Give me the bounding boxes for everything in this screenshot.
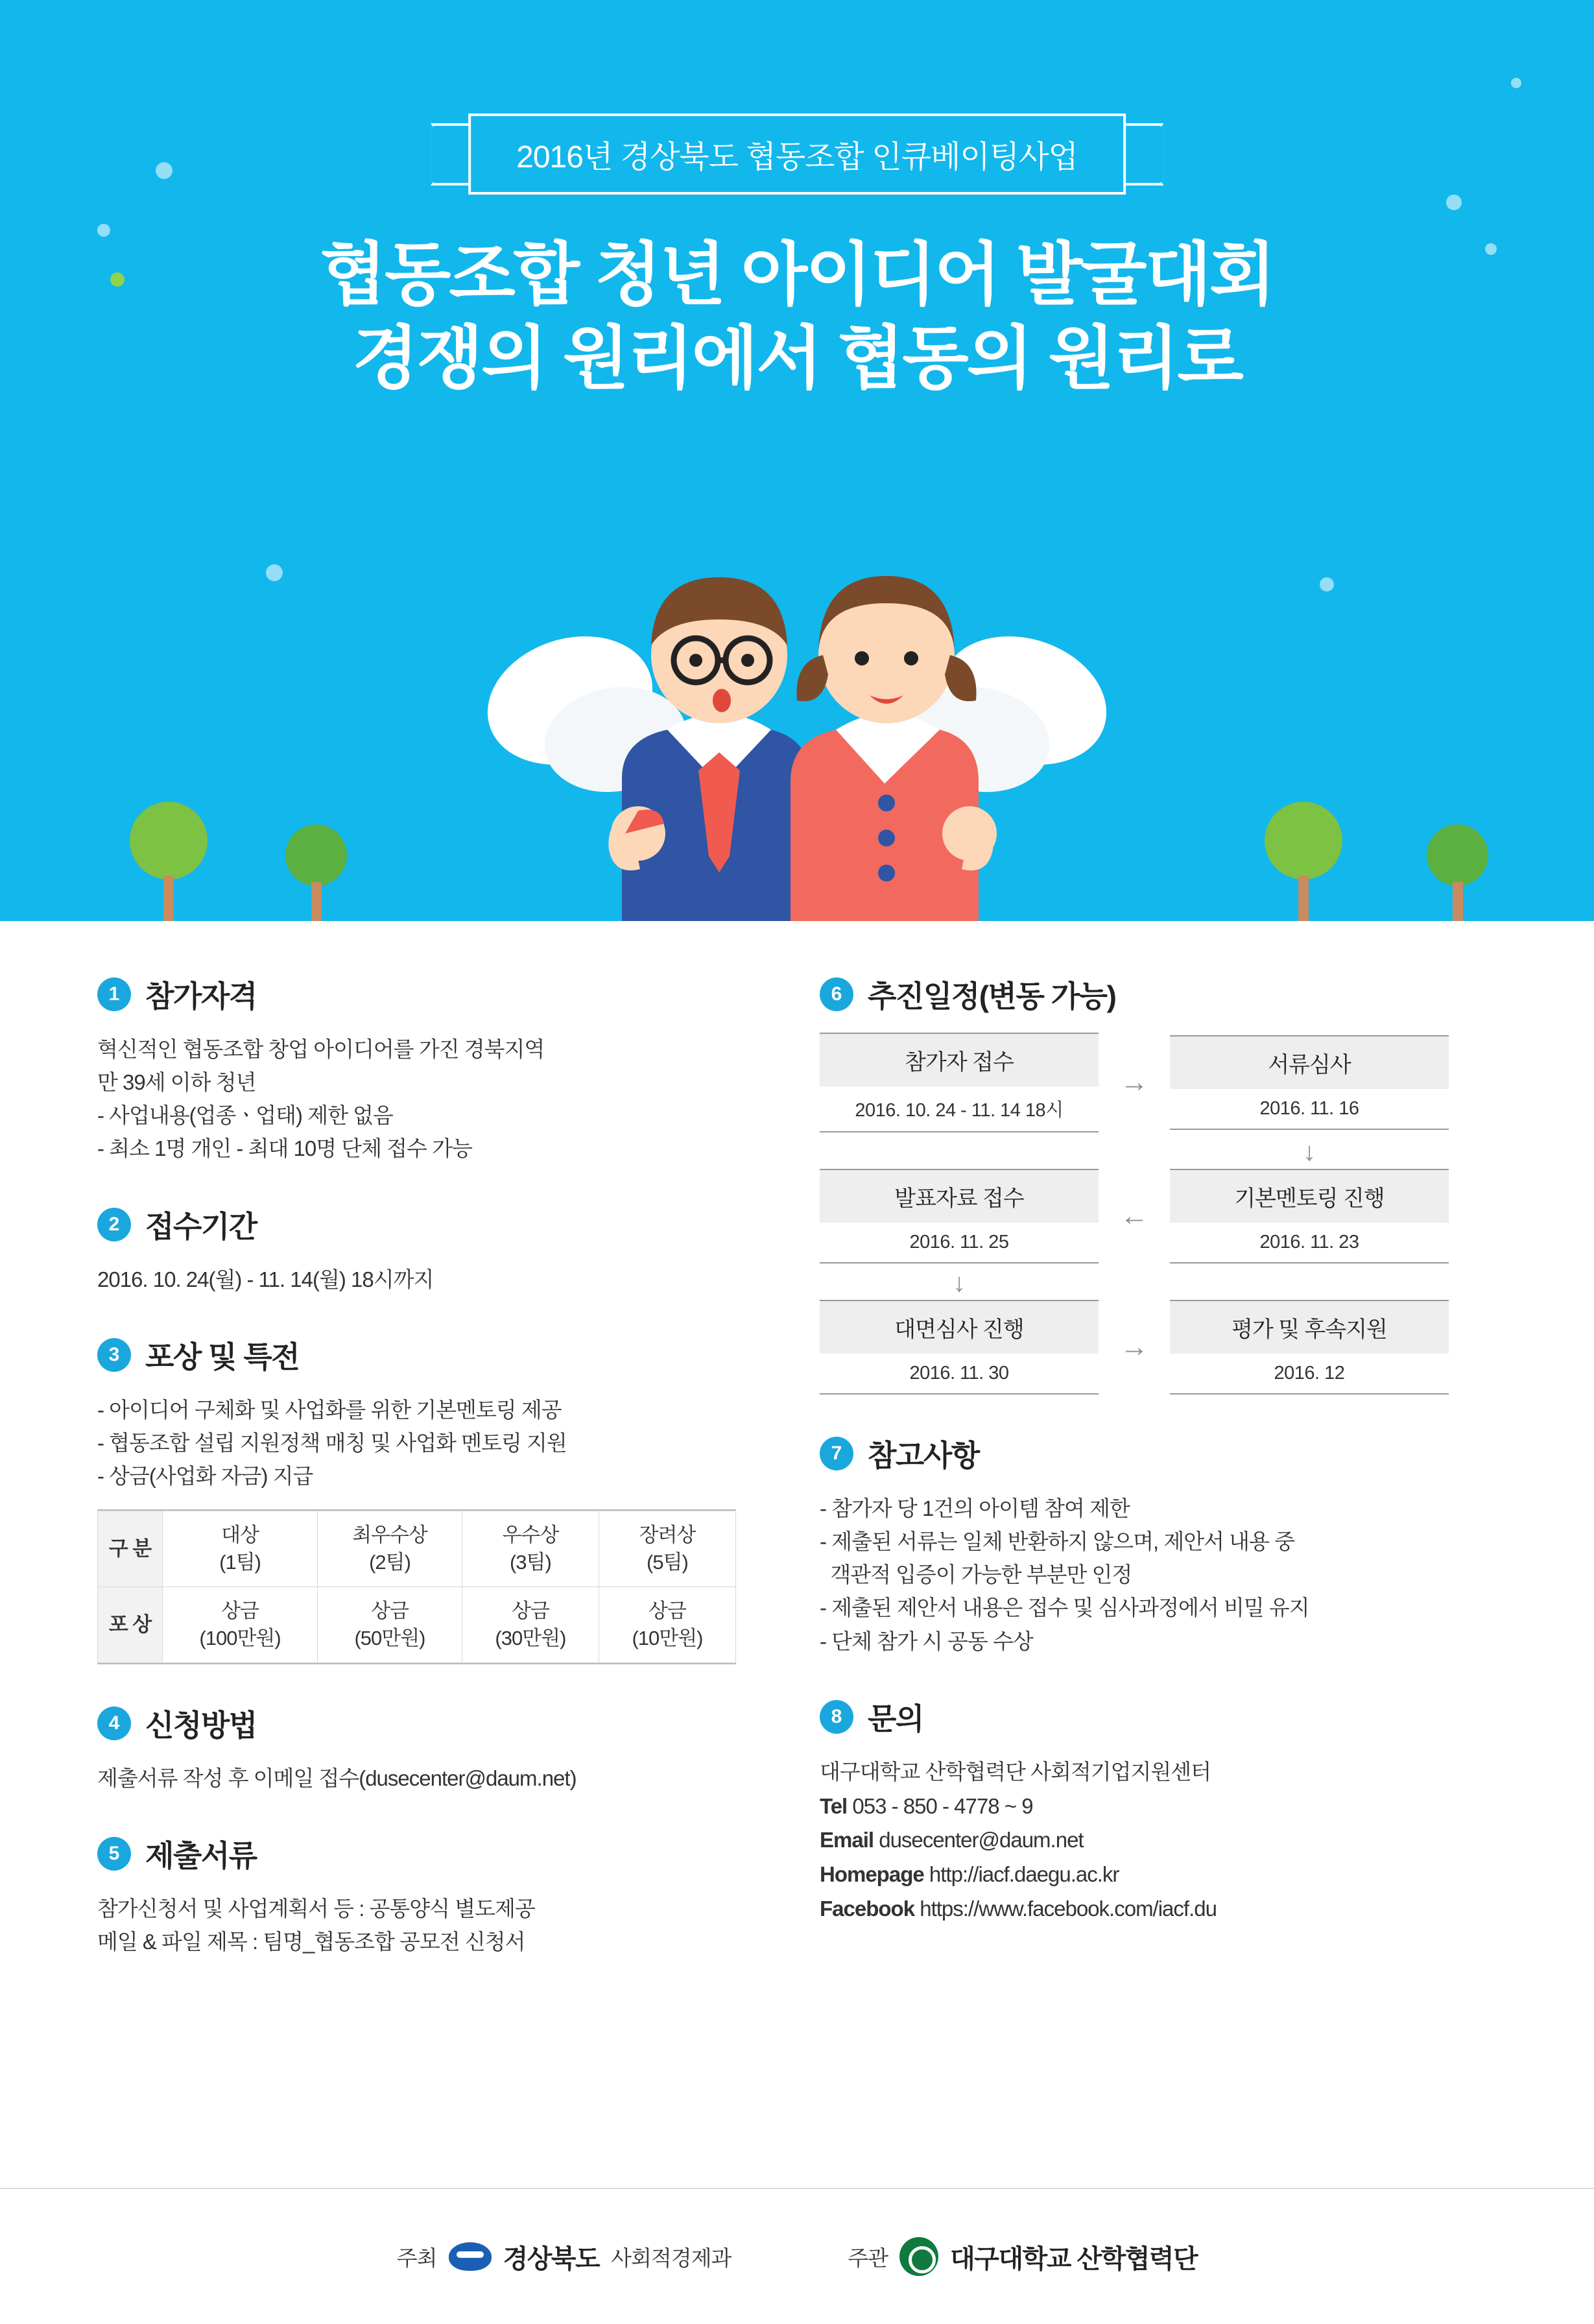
mascot-illustration — [408, 506, 1186, 921]
gyeongsangbukdo-logo-icon — [449, 2242, 492, 2271]
text-line: 참가신청서 및 사업계획서 등 : 공통양식 별도제공 — [97, 1896, 535, 1921]
text-line: 만 39세 이하 청년 — [97, 1070, 256, 1095]
section-title: 문의 — [868, 1701, 923, 1736]
schedule-step-label: 기본멘토링 진행 — [1170, 1170, 1449, 1223]
footer-organizer — [848, 2237, 1197, 2276]
decor-dot — [266, 564, 283, 581]
section-how-to-apply — [97, 1702, 774, 1795]
section-contact — [820, 1695, 1497, 1926]
arrow-down-icon: ↓ — [1303, 1138, 1316, 1166]
contact-facebook-value[interactable]: https://www.facebook.com/iacf.du — [920, 1896, 1217, 1921]
contact-tel-label: Tel — [820, 1793, 848, 1818]
contact-facebook-label: Facebook — [820, 1896, 915, 1921]
table-cell: 장려상 (5팀) — [599, 1511, 735, 1587]
contact-org: 대구대학교 산학협력단 사회적기업지원센터 — [820, 1759, 1211, 1784]
tree-icon — [1265, 802, 1342, 921]
content-area — [0, 921, 1594, 1996]
arrow-down-icon: ↓ — [953, 1269, 966, 1297]
right-column — [820, 973, 1497, 1996]
prize-table — [97, 1509, 736, 1664]
decor-dot — [1320, 577, 1334, 592]
text-line: - 상금(사업화 자금) 지급 — [97, 1463, 313, 1488]
contact-homepage-label: Homepage — [820, 1862, 924, 1887]
text-line: - 제출된 제안서 내용은 접수 및 심사과정에서 비밀 유지 — [820, 1596, 1309, 1620]
decor-dot — [156, 162, 172, 179]
section-title: 제출서류 — [145, 1838, 257, 1873]
contact-email-label: Email — [820, 1828, 874, 1852]
title-line-2: 경쟁의 원리에서 협동의 원리로 — [352, 320, 1242, 398]
section-schedule — [820, 973, 1497, 1395]
schedule-flow — [820, 1033, 1497, 1395]
ribbon-tail-right — [1126, 123, 1163, 186]
arrow-right-icon: → — [1120, 1331, 1148, 1363]
schedule-step — [1170, 1300, 1449, 1395]
left-column — [97, 973, 774, 1996]
contact-email-row — [820, 1823, 1497, 1858]
section-body — [97, 1393, 774, 1492]
section-body — [97, 1892, 774, 1958]
table-cell: 상금 (50만원) — [318, 1587, 462, 1662]
text-line: - 단체 참가 시 공동 수상 — [820, 1629, 1033, 1653]
section-title: 추진일정(변동 가능) — [868, 979, 1116, 1013]
table-cell: 상금 (10만원) — [599, 1587, 735, 1662]
tree-icon — [1427, 824, 1488, 921]
section-number: 8 — [820, 1700, 853, 1734]
table-cell: 대상 (1팀) — [163, 1511, 318, 1587]
schedule-step-label: 평가 및 후속지원 — [1170, 1301, 1449, 1354]
contact-tel-value: 053 - 850 - 4778 ~ 9 — [852, 1793, 1033, 1818]
contact-details — [820, 1755, 1497, 1926]
footer-host-dept: 사회적경제과 — [611, 2246, 732, 2270]
section-notes — [820, 1432, 1497, 1658]
contact-homepage-value[interactable]: http://iacf.daegu.ac.kr — [929, 1862, 1119, 1887]
contact-tel-row — [820, 1790, 1497, 1824]
section-title: 참가자격 — [145, 979, 257, 1013]
tree-icon — [130, 802, 208, 921]
daegu-university-logo-icon — [899, 2237, 938, 2276]
schedule-step-date: 2016. 12 — [1274, 1363, 1345, 1384]
text-line: 혁신적인 협동조합 창업 아이디어를 가진 경북지역 — [97, 1037, 545, 1061]
footer-organizer-name: 대구대학교 산학협력단 — [950, 2244, 1198, 2273]
table-cell: 최우수상 (2팀) — [318, 1511, 462, 1587]
schedule-step-date: 2016. 11. 25 — [909, 1232, 1009, 1252]
section-number: 1 — [97, 977, 131, 1011]
table-row-header: 포 상 — [98, 1587, 163, 1662]
page-title — [0, 234, 1594, 401]
text-line: - 최소 1명 개인 - 최대 10명 단체 접수 가능 — [97, 1136, 472, 1161]
table-cell: 상금 (30만원) — [462, 1587, 599, 1662]
table-row — [98, 1587, 736, 1662]
decor-dot — [1511, 78, 1521, 88]
footer-host — [397, 2238, 732, 2275]
text-line: 2016. 10. 24(월) - 11. 14(월) 18시까지 — [97, 1267, 434, 1291]
text-line: 제출서류 작성 후 이메일 접수(dusecenter@daum.net) — [97, 1766, 577, 1790]
section-prizes — [97, 1334, 774, 1664]
schedule-step-date: 2016. 11. 30 — [909, 1363, 1009, 1384]
contact-homepage-row — [820, 1858, 1497, 1892]
section-number: 5 — [97, 1837, 131, 1871]
text-line: - 사업내용(업종ㆍ업태) 제한 없음 — [97, 1103, 393, 1128]
table-cell: 우수상 (3팀) — [462, 1511, 599, 1587]
contact-facebook-row — [820, 1892, 1497, 1926]
footer-host-role: 주최 — [396, 2246, 437, 2270]
arrow-right-icon: → — [1120, 1066, 1148, 1098]
schedule-step — [1170, 1035, 1449, 1130]
schedule-step-label: 발표자료 접수 — [820, 1170, 1099, 1223]
schedule-step-date: 2016. 10. 24 - 11. 14 18시 — [855, 1100, 1064, 1121]
schedule-step-date: 2016. 11. 16 — [1259, 1098, 1359, 1119]
schedule-step — [820, 1169, 1099, 1264]
section-body — [820, 1492, 1497, 1658]
footer-organizer-role: 주관 — [848, 2246, 888, 2270]
arrow-left-icon: ← — [1120, 1200, 1148, 1232]
section-body — [97, 1033, 774, 1166]
schedule-step — [820, 1033, 1099, 1132]
decor-dot — [1446, 195, 1462, 210]
text-line: 객관적 입증이 가능한 부분만 인정 — [820, 1563, 1132, 1587]
text-line: - 아이디어 구체화 및 사업화를 위한 기본멘토링 제공 — [97, 1397, 562, 1422]
section-eligibility — [97, 973, 774, 1166]
hero-banner — [0, 0, 1594, 921]
schedule-step-date: 2016. 11. 23 — [1259, 1232, 1359, 1252]
section-number: 3 — [97, 1338, 131, 1372]
section-title: 신청방법 — [145, 1708, 257, 1742]
table-cell: 상금 (100만원) — [163, 1587, 318, 1662]
section-title: 접수기간 — [145, 1209, 257, 1243]
section-number: 7 — [820, 1437, 853, 1470]
section-documents — [97, 1832, 774, 1958]
tree-icon — [285, 824, 347, 921]
text-line: - 제출된 서류는 일체 반환하지 않으며, 제안서 내용 중 — [820, 1529, 1294, 1554]
section-title: 포상 및 특전 — [145, 1339, 300, 1374]
schedule-step-label: 서류심사 — [1170, 1036, 1449, 1089]
section-title: 참고사항 — [868, 1439, 979, 1472]
section-application-period — [97, 1203, 774, 1296]
schedule-step-label: 대면심사 진행 — [820, 1301, 1099, 1354]
ribbon-tail-left — [431, 123, 468, 186]
section-number: 2 — [97, 1208, 131, 1241]
ribbon-text: 2016년 경상북도 협동조합 인큐베이팅사업 — [468, 114, 1126, 195]
footer — [0, 2188, 1594, 2324]
schedule-step — [1170, 1169, 1449, 1264]
section-body — [97, 1762, 774, 1795]
section-number: 4 — [97, 1707, 131, 1740]
text-line: 메일 & 파일 제목 : 팀명_협동조합 공모전 신청서 — [97, 1929, 525, 1954]
ribbon-banner — [431, 114, 1163, 195]
title-line-1: 협동조합 청년 아이디어 발굴대회 — [320, 237, 1274, 313]
footer-host-name: 경상북도 — [503, 2244, 600, 2273]
table-row — [98, 1511, 736, 1587]
schedule-step-label: 참가자 접수 — [820, 1034, 1099, 1086]
text-line: - 참가자 당 1건의 아이템 참여 제한 — [820, 1496, 1130, 1520]
schedule-step — [820, 1300, 1099, 1395]
text-line: - 협동조합 설립 지원정책 매칭 및 사업화 멘토링 지원 — [97, 1430, 567, 1455]
contact-email-value[interactable]: dusecenter@daum.net — [879, 1828, 1084, 1852]
table-row-header: 구 분 — [98, 1511, 163, 1587]
section-body — [97, 1263, 774, 1296]
section-number: 6 — [820, 977, 853, 1011]
